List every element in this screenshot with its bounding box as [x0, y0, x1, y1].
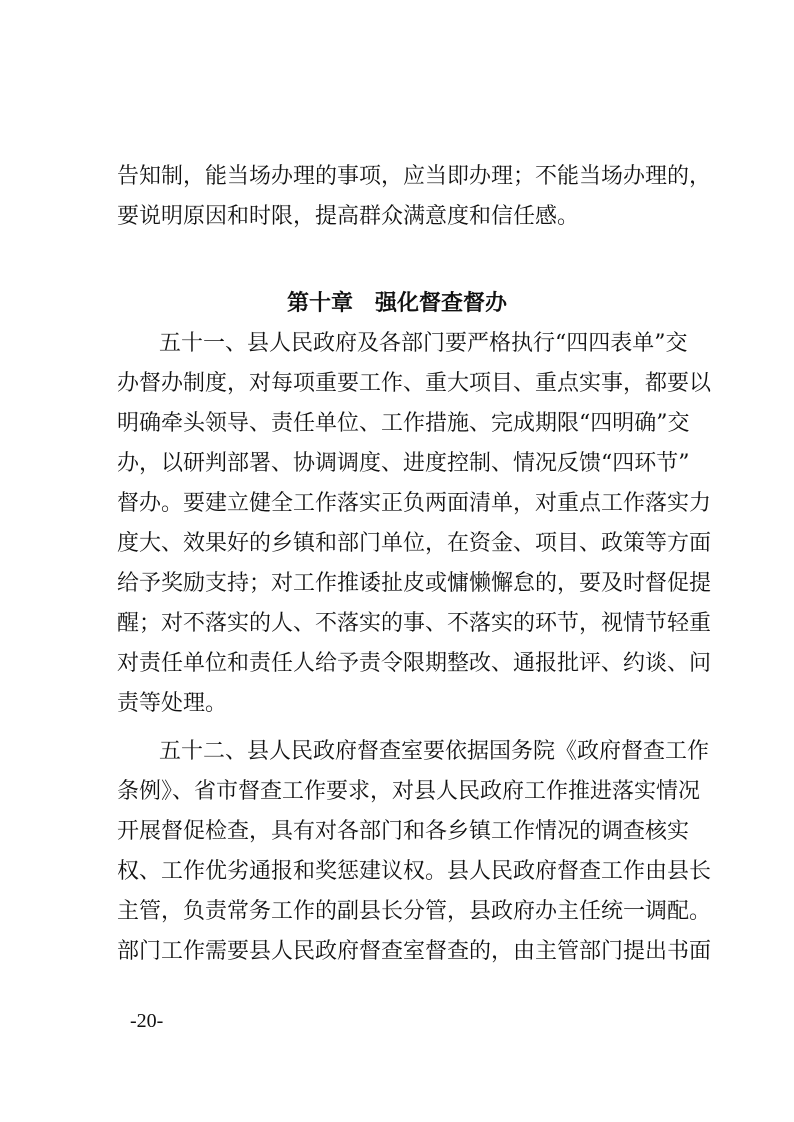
chapter-title: 第十章 强化督查督办	[286, 291, 507, 316]
paragraph-51-line-3: 明确牵头领导、责任单位、工作措施、完成期限“四明确”交	[117, 411, 690, 436]
paragraph-52-line-4: 权、工作优劣通报和奖惩建议权。县人民政府督查工作由县长	[117, 859, 712, 884]
paragraph-52-line-3: 开展督促检查，具有对各部门和各乡镇工作情况的调查核实	[117, 819, 690, 844]
paragraph-52-line-1: 五十二、县人民政府督查室要依据国务院《政府督查工作	[159, 739, 710, 764]
paragraph-51-line-1: 五十一、县人民政府及各部门要严格执行“四四表单”交	[159, 331, 688, 356]
page-number: -20-	[130, 1010, 164, 1032]
paragraph-51-line-6: 度大、效果好的乡镇和部门单位，在资金、项目、政策等方面	[117, 531, 712, 556]
paragraph-51-line-5: 督办。要建立健全工作落实正负两面清单，对重点工作落实力	[117, 491, 712, 516]
paragraph-52-line-2: 条例》、省市督查工作要求，对县人民政府工作推进落实情况	[117, 779, 701, 804]
paragraph-52-line-5: 主管，负责常务工作的副县长分管，县政府办主任统一调配。	[117, 899, 712, 924]
paragraph-51-line-10: 责等处理。	[117, 691, 228, 716]
paragraph-51-line-9: 对责任单位和责任人给予责令限期整改、通报批评、约谈、问	[117, 651, 712, 676]
paragraph-51-line-7: 给予奖励支持；对工作推诿扯皮或慵懒懈怠的，要及时督促提	[117, 571, 712, 596]
paragraph-52-line-6: 部门工作需要县人民政府督查室督查的，由主管部门提出书面	[117, 939, 712, 964]
paragraph-intro-line-2: 要说明原因和时限，提高群众满意度和信任感。	[117, 204, 580, 229]
paragraph-51-line-4: 办，以研判部署、协调调度、进度控制、情况反馈“四环节”	[117, 451, 690, 476]
paragraph-51-line-2: 办督办制度，对每项重要工作、重大项目、重点实事，都要以	[117, 371, 712, 396]
paragraph-intro-line-1: 告知制，能当场办理的事项，应当即办理；不能当场办理的，	[117, 164, 712, 189]
paragraph-51-line-8: 醒；对不落实的人、不落实的事、不落实的环节，视情节轻重	[117, 611, 712, 636]
